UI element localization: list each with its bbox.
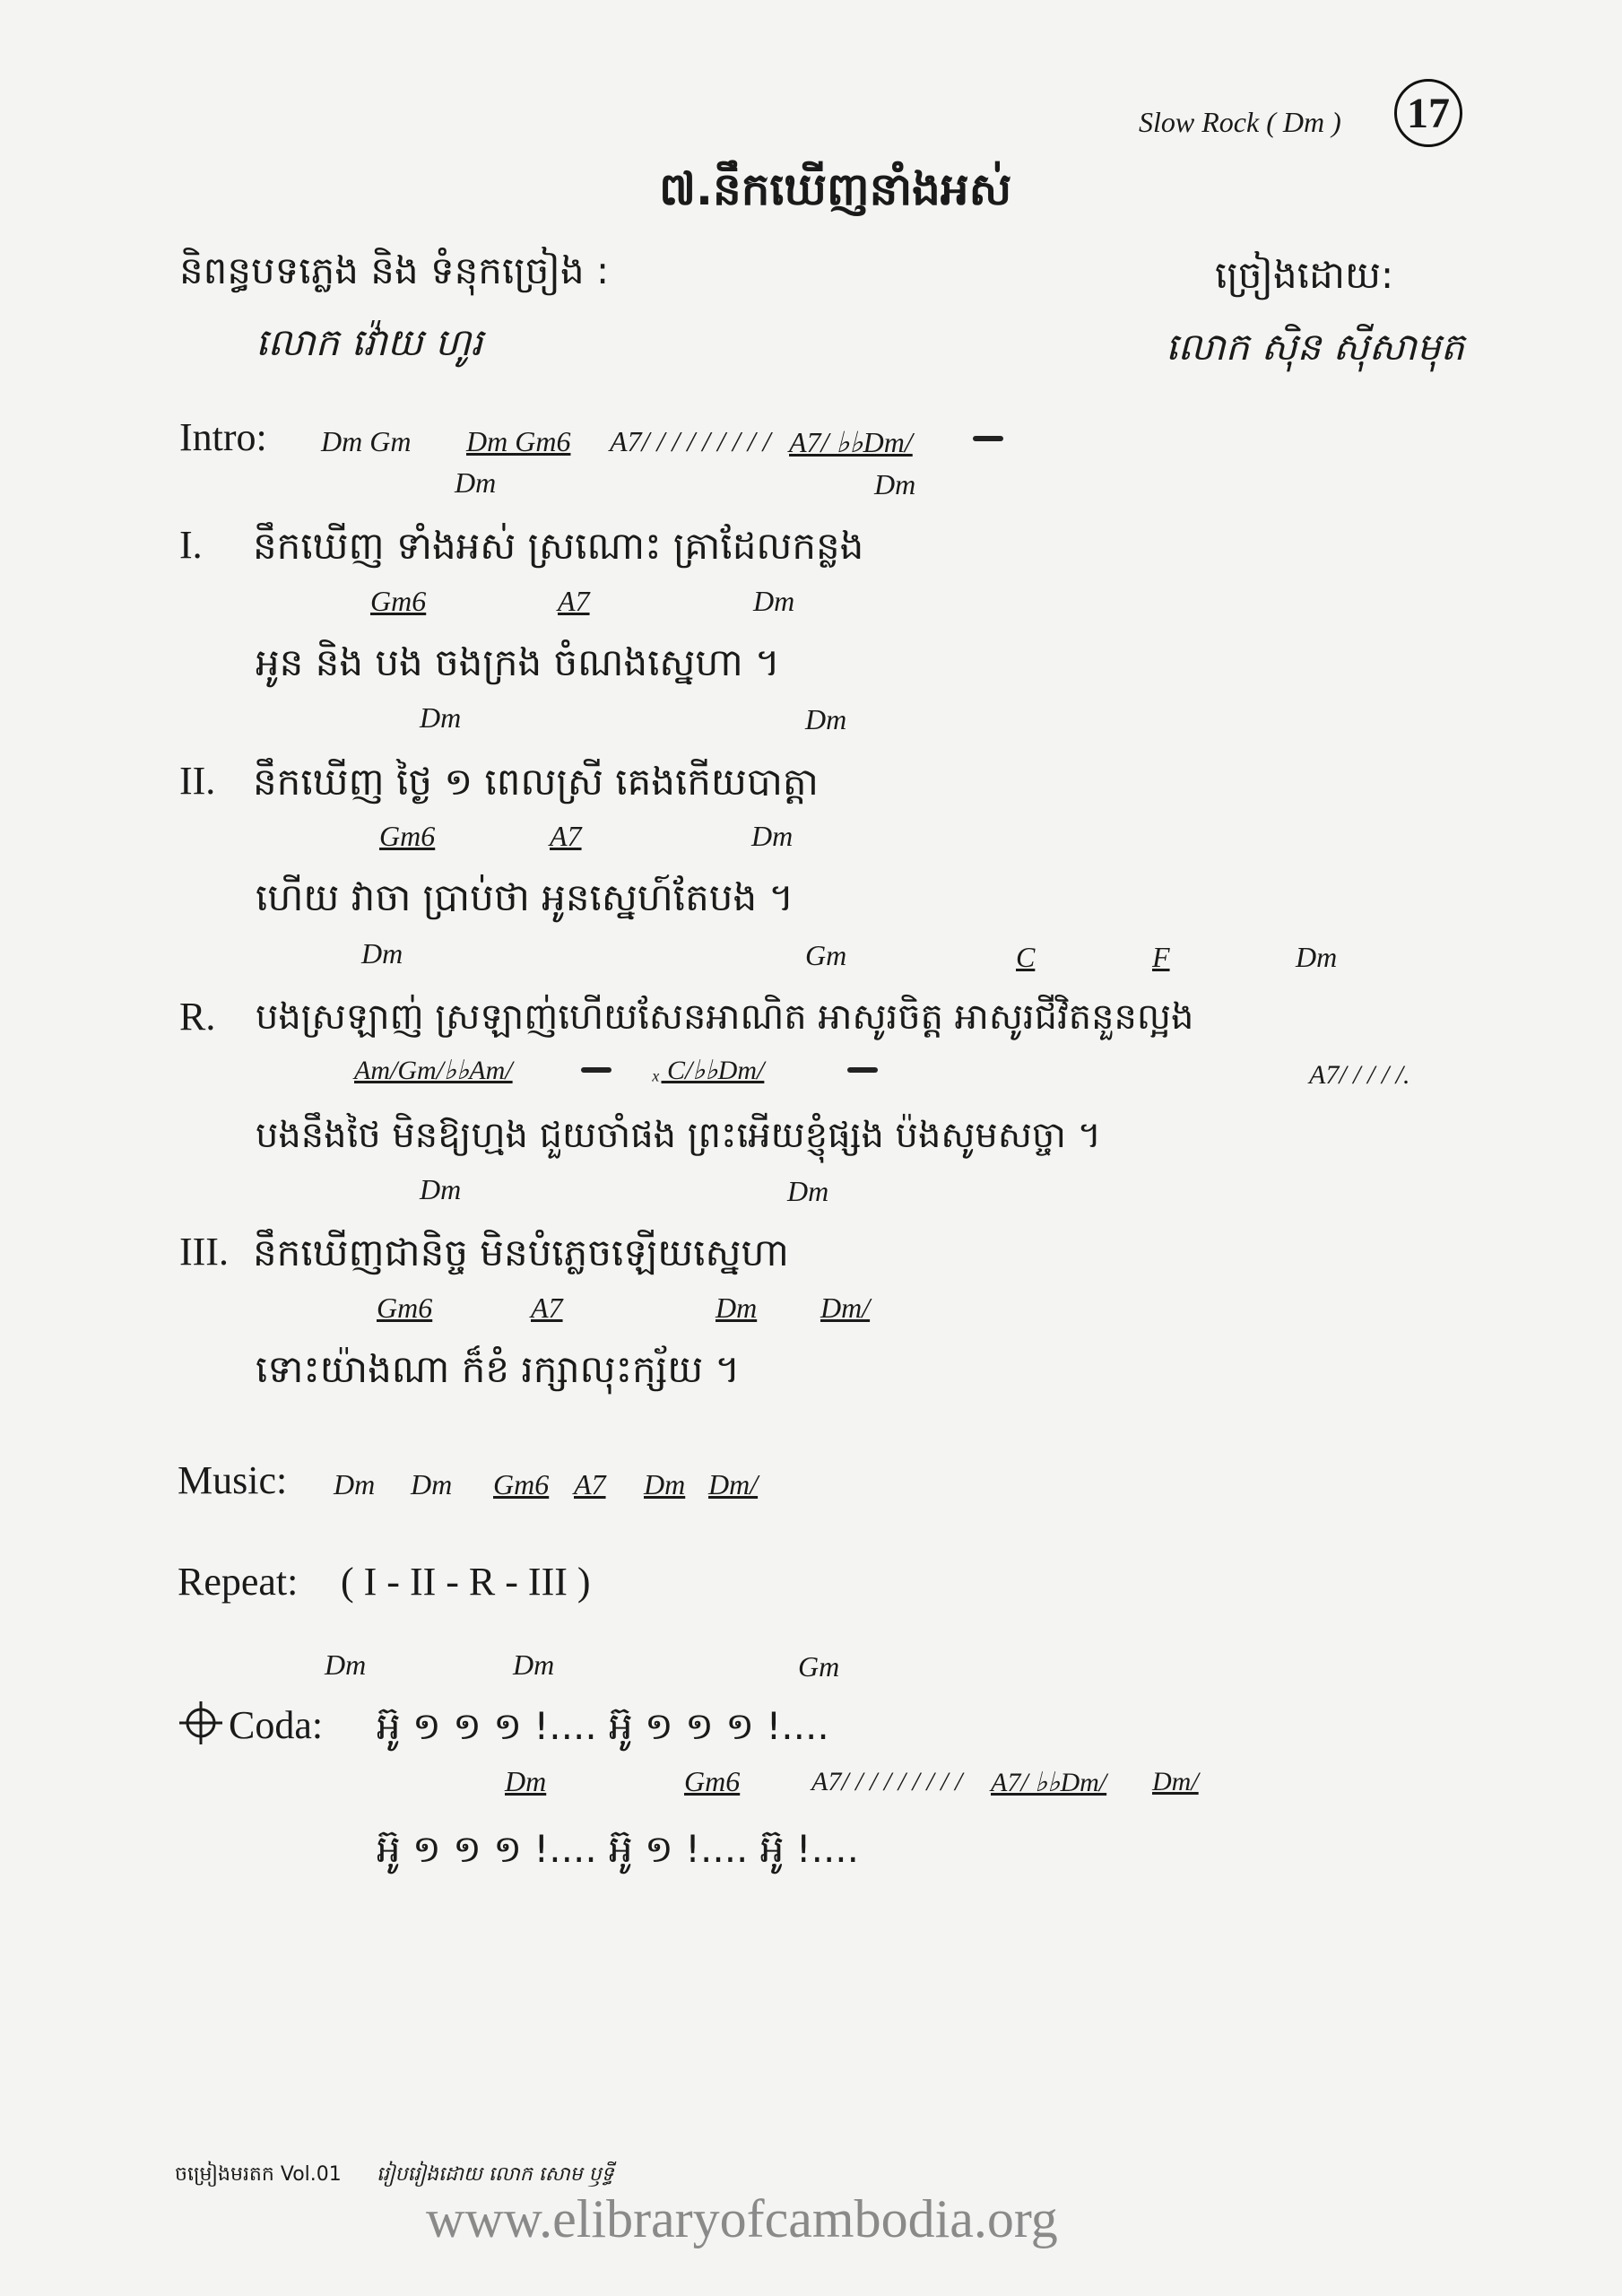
verse3-chord-dm-a: Dm [420, 1173, 462, 1205]
song-title: ៧.នឹកឃើញនាំងអស់ [659, 163, 1012, 215]
verse2-chord-dm-b: Dm [805, 703, 847, 735]
rest-symbol [581, 1060, 612, 1077]
verse2-chord-gm6: Gm6 [379, 820, 436, 852]
verse1-line1: នឹកឃើញ ទាំងអស់ ស្រណោះ គ្រាដែលកន្លង [253, 524, 864, 568]
verse1-chord-dm: Dm [753, 585, 795, 617]
refrain-chords-mid-a: Am/Gm/♭♭Am/ [354, 1056, 513, 1085]
verse1-label: I. [179, 523, 203, 567]
refrain-chord-f: F [1152, 941, 1170, 973]
coda-chord-dm-a: Dm [325, 1648, 367, 1681]
verse3-chord-dm: Dm [716, 1292, 758, 1324]
intro-label: Intro: [179, 415, 267, 459]
style-label: Slow Rock ( Dm ) [1139, 106, 1341, 138]
verse3-line2: ទោះយ៉ាងណា ក៏ខំ រក្សាលុះក្ស័យ ។ [256, 1347, 741, 1391]
refrain-chord-dm-b: Dm [1296, 941, 1338, 973]
coda-label: Coda: [229, 1703, 324, 1747]
refrain-line1: បងស្រឡាញ់ ស្រឡាញ់ហើយសែនអាណិត អាសូរចិត្ត អាសូរជីវិតនួនល្អង [256, 996, 1194, 1038]
composer-name: លោក វ៉ោយ ហូរ [256, 320, 483, 364]
footer-book: ចម្រៀងមរតក Vol.01 [175, 2163, 342, 2186]
music-chord-3: Gm6 [493, 1468, 550, 1500]
coda-chord-mid-dm: Dm [505, 1765, 547, 1797]
refrain-chord-c: C [1016, 941, 1036, 973]
coda-chords-mid-d: A7/ ♭♭Dm/ [991, 1768, 1107, 1797]
coda-chord-mid-gm6: Gm6 [684, 1765, 741, 1797]
coda-chord-dm-b: Dm [513, 1648, 555, 1681]
music-chord-2: Dm [411, 1468, 453, 1500]
repeat-label: Repeat: [178, 1560, 299, 1604]
music-chord-6: Dm/ [708, 1468, 759, 1500]
footer-compiled: រៀបរៀងដោយ លោក សោម ឫទ្ធី [377, 2163, 614, 2186]
intro-chords-c: A7/ / / / / / / / / [610, 425, 771, 457]
intro-sub-chord-2: Dm [874, 468, 916, 500]
coda-line1: អ៊ូ ១ ១ ១ !.... អ៊ូ ១ ១ ១ !.... [377, 1704, 829, 1748]
verse2-chord-dm-a: Dm [420, 701, 462, 734]
verse3-line1: នឹកឃើញជានិច្ច មិនបំភ្លេចឡើយស្នេហា [253, 1231, 789, 1274]
music-chord-1: Dm [334, 1468, 376, 1500]
verse1-chord-gm6: Gm6 [370, 585, 427, 617]
coda-line2: អ៊ូ ១ ១ ១ !.... អ៊ូ ១ !.... អ៊ូ !.... [377, 1827, 860, 1871]
singer-name: លោក ស៊ិន ស៊ីសាមុត [1166, 325, 1465, 369]
music-chord-4: A7 [574, 1468, 606, 1500]
refrain-label: R. [179, 995, 216, 1039]
intro-chords-d: A7/ ♭♭Dm/ [789, 426, 913, 458]
verse3-chord-a7: A7 [531, 1292, 563, 1324]
intro-sub-chord-1: Dm [455, 466, 497, 499]
verse2-line1: នឹកឃើញ ថ្ងៃ ១ ពេលស្រី គេងកើយបាត្តា [253, 760, 819, 804]
verse3-chord-dm-b: Dm [787, 1175, 829, 1207]
website-watermark: www.elibraryofcambodia.org [426, 2189, 1058, 2248]
coda-icon [178, 1700, 224, 1746]
music-chord-5: Dm [644, 1468, 686, 1500]
refrain-chord-gm: Gm [805, 939, 847, 971]
rest-symbol [847, 1060, 878, 1077]
intro-chords-a: Dm Gm [321, 425, 412, 457]
intro-chords-b: Dm Gm6 [466, 425, 571, 457]
refrain-chords-mid-b: ₓ C/♭♭Dm/ [653, 1056, 765, 1085]
verse2-line2: ហើយ វាចា ប្រាប់ថា អូនស្នេហ៍តែបង ។ [256, 875, 794, 919]
singer-label: ច្រៀងដោយ: [1215, 253, 1394, 297]
coda-chords-mid-e: Dm/ [1152, 1767, 1199, 1796]
verse3-label: III. [179, 1230, 229, 1274]
refrain-chords-mid-c: A7/ / / / /. [1309, 1060, 1410, 1090]
verse1-chord-a7: A7 [558, 585, 590, 617]
composer-label: និពន្ធបទភ្លេង និង ទំនុកច្រៀង : [179, 248, 610, 292]
rest-symbol [973, 429, 1003, 446]
verse2-label: II. [179, 759, 216, 803]
page-number-badge: 17 [1394, 79, 1462, 147]
refrain-line2: បងនឹងថៃ មិនឱ្យហ្មង ជួយចាំផង ព្រះអើយខ្ញុំផ្សង ប៉ងសូមសច្ចា ។ [256, 1115, 1102, 1156]
verse2-chord-dm: Dm [751, 820, 794, 852]
verse1-line2: អូន និង បង ចងក្រង ចំណងស្នេហា ។ [256, 640, 780, 684]
repeat-sequence: ( I - II - R - III ) [341, 1560, 591, 1604]
refrain-chord-dm-a: Dm [361, 937, 403, 970]
verse3-chord-gm6: Gm6 [377, 1292, 433, 1324]
verse2-chord-a7: A7 [550, 820, 582, 852]
coda-chords-mid-c: A7/ / / / / / / / / [811, 1767, 963, 1796]
music-label: Music: [178, 1458, 288, 1502]
verse3-chord-dm-slash: Dm/ [820, 1292, 871, 1324]
coda-chord-gm: Gm [798, 1650, 840, 1683]
